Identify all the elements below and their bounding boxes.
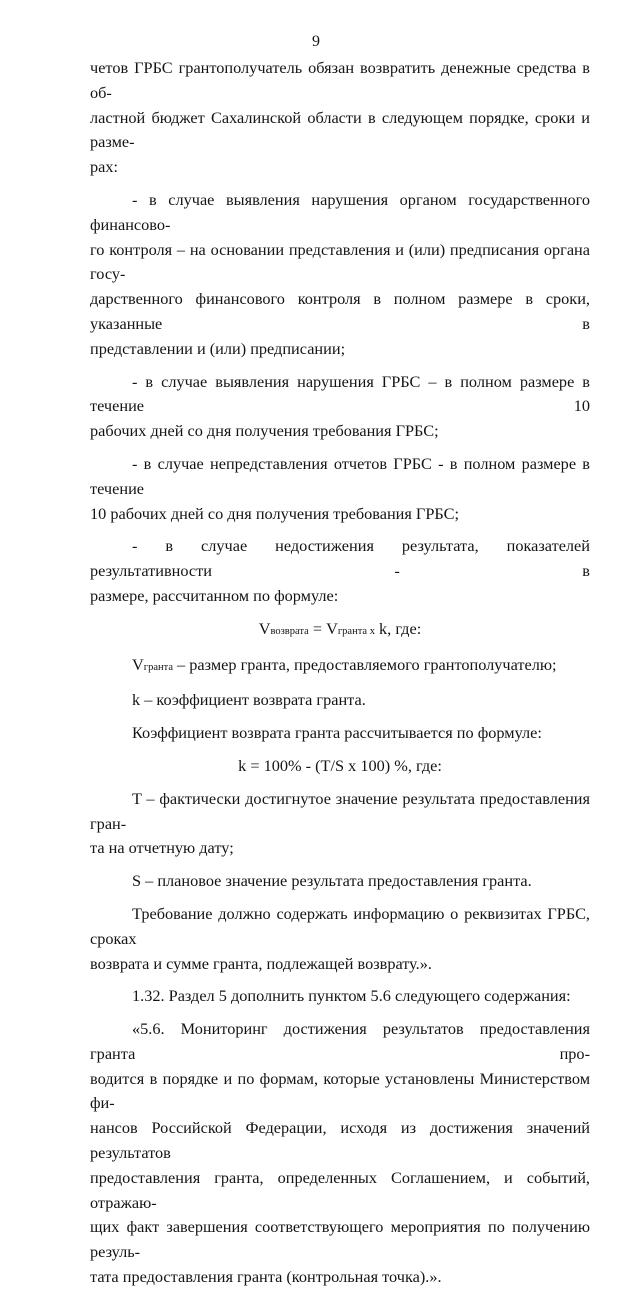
paragraph-requirement bbox=[90, 902, 590, 976]
text-line: - в случае выявления нарушения ГРБС – в полном размере в течение 10 bbox=[90, 371, 590, 416]
text-line: ластной бюджет Сахалинской области в следующем порядке, сроки и разме- bbox=[90, 107, 590, 152]
item-5-6-monitoring bbox=[90, 1017, 590, 1290]
paragraph-financial-control bbox=[90, 188, 590, 362]
text-line: рабочих дней со дня получения требования ГРБС; bbox=[90, 421, 439, 441]
text-line: 10 рабочих дней со дня получения требования ГРБС; bbox=[90, 503, 460, 523]
text-line: - в случае недостижения результата, показателей результативности - в bbox=[90, 536, 590, 581]
text-line: размере, рассчитанном по формуле: bbox=[90, 585, 339, 605]
text-line: - в случае непредставления отчетов ГРБС - в полном размере в течение bbox=[90, 453, 590, 498]
text-line: - в случае выявления нарушения органом государственного финансово- bbox=[90, 189, 590, 234]
text-line: тата предоставления гранта (контрольная точка).». bbox=[90, 1267, 442, 1287]
text-line: нансов Российской Федерации, исходя из достижения значений результатов bbox=[90, 1118, 590, 1163]
item-1-32: 1.32. Раздел 5 дополнить пунктом 5.6 следующего содержания: bbox=[132, 986, 571, 1006]
definition-t bbox=[90, 787, 590, 861]
paragraph-return-procedure bbox=[90, 56, 590, 180]
text-line: четов ГРБС грантополучатель обязан возвратить денежные средства в об- bbox=[90, 58, 590, 102]
formula-return-amount: Vвозврата = Vгранта x k, где: bbox=[258, 618, 422, 638]
text-line: щих факт завершения соответствующего мероприятия по получению резуль- bbox=[90, 1217, 590, 1262]
document-body bbox=[90, 56, 590, 1290]
text-line: возврата и сумме гранта, подлежащей возврату.». bbox=[90, 953, 432, 973]
page-number: 9 bbox=[312, 33, 320, 50]
paragraph-not-achieved bbox=[90, 534, 590, 608]
coefficient-intro: Коэффициент возврата гранта рассчитывается по формуле: bbox=[132, 723, 542, 743]
text-line: го контроля – на основании представления и (или) предписания органа госу- bbox=[90, 239, 590, 284]
definition-v-grant: Vгранта – размер гранта, предоставляемого грантополучателю; bbox=[132, 654, 557, 674]
paragraph-grbs-violation bbox=[90, 370, 590, 444]
definition-k: k – коэффициент возврата гранта. bbox=[132, 690, 366, 710]
text-line: Требование должно содержать информацию о реквизитах ГРБС, сроках bbox=[90, 903, 590, 948]
text-line: «5.6. Мониторинг достижения результатов предоставления гранта про- bbox=[90, 1019, 590, 1063]
paragraph-no-reports bbox=[90, 452, 590, 526]
text-line: дарственного финансового контроля в полном размере в сроки, указанные в bbox=[90, 289, 590, 333]
formula-coefficient: k = 100% - (T/S x 100) %, где: bbox=[238, 755, 442, 775]
text-line: предоставления гранта, определенных Соглашением, и событий, отражаю- bbox=[90, 1167, 590, 1212]
text-line: водится в порядке и по формам, которые установлены Министерством фи- bbox=[90, 1068, 590, 1113]
definition-s: S – плановое значение результата предоставления гранта. bbox=[132, 871, 532, 891]
text-line: рах: bbox=[90, 157, 119, 177]
text-line: представлении и (или) предписании; bbox=[90, 338, 346, 358]
text-line: та на отчетную дату; bbox=[90, 838, 234, 858]
text-line: T – фактически достигнутое значение результата предоставления гран- bbox=[90, 788, 590, 833]
